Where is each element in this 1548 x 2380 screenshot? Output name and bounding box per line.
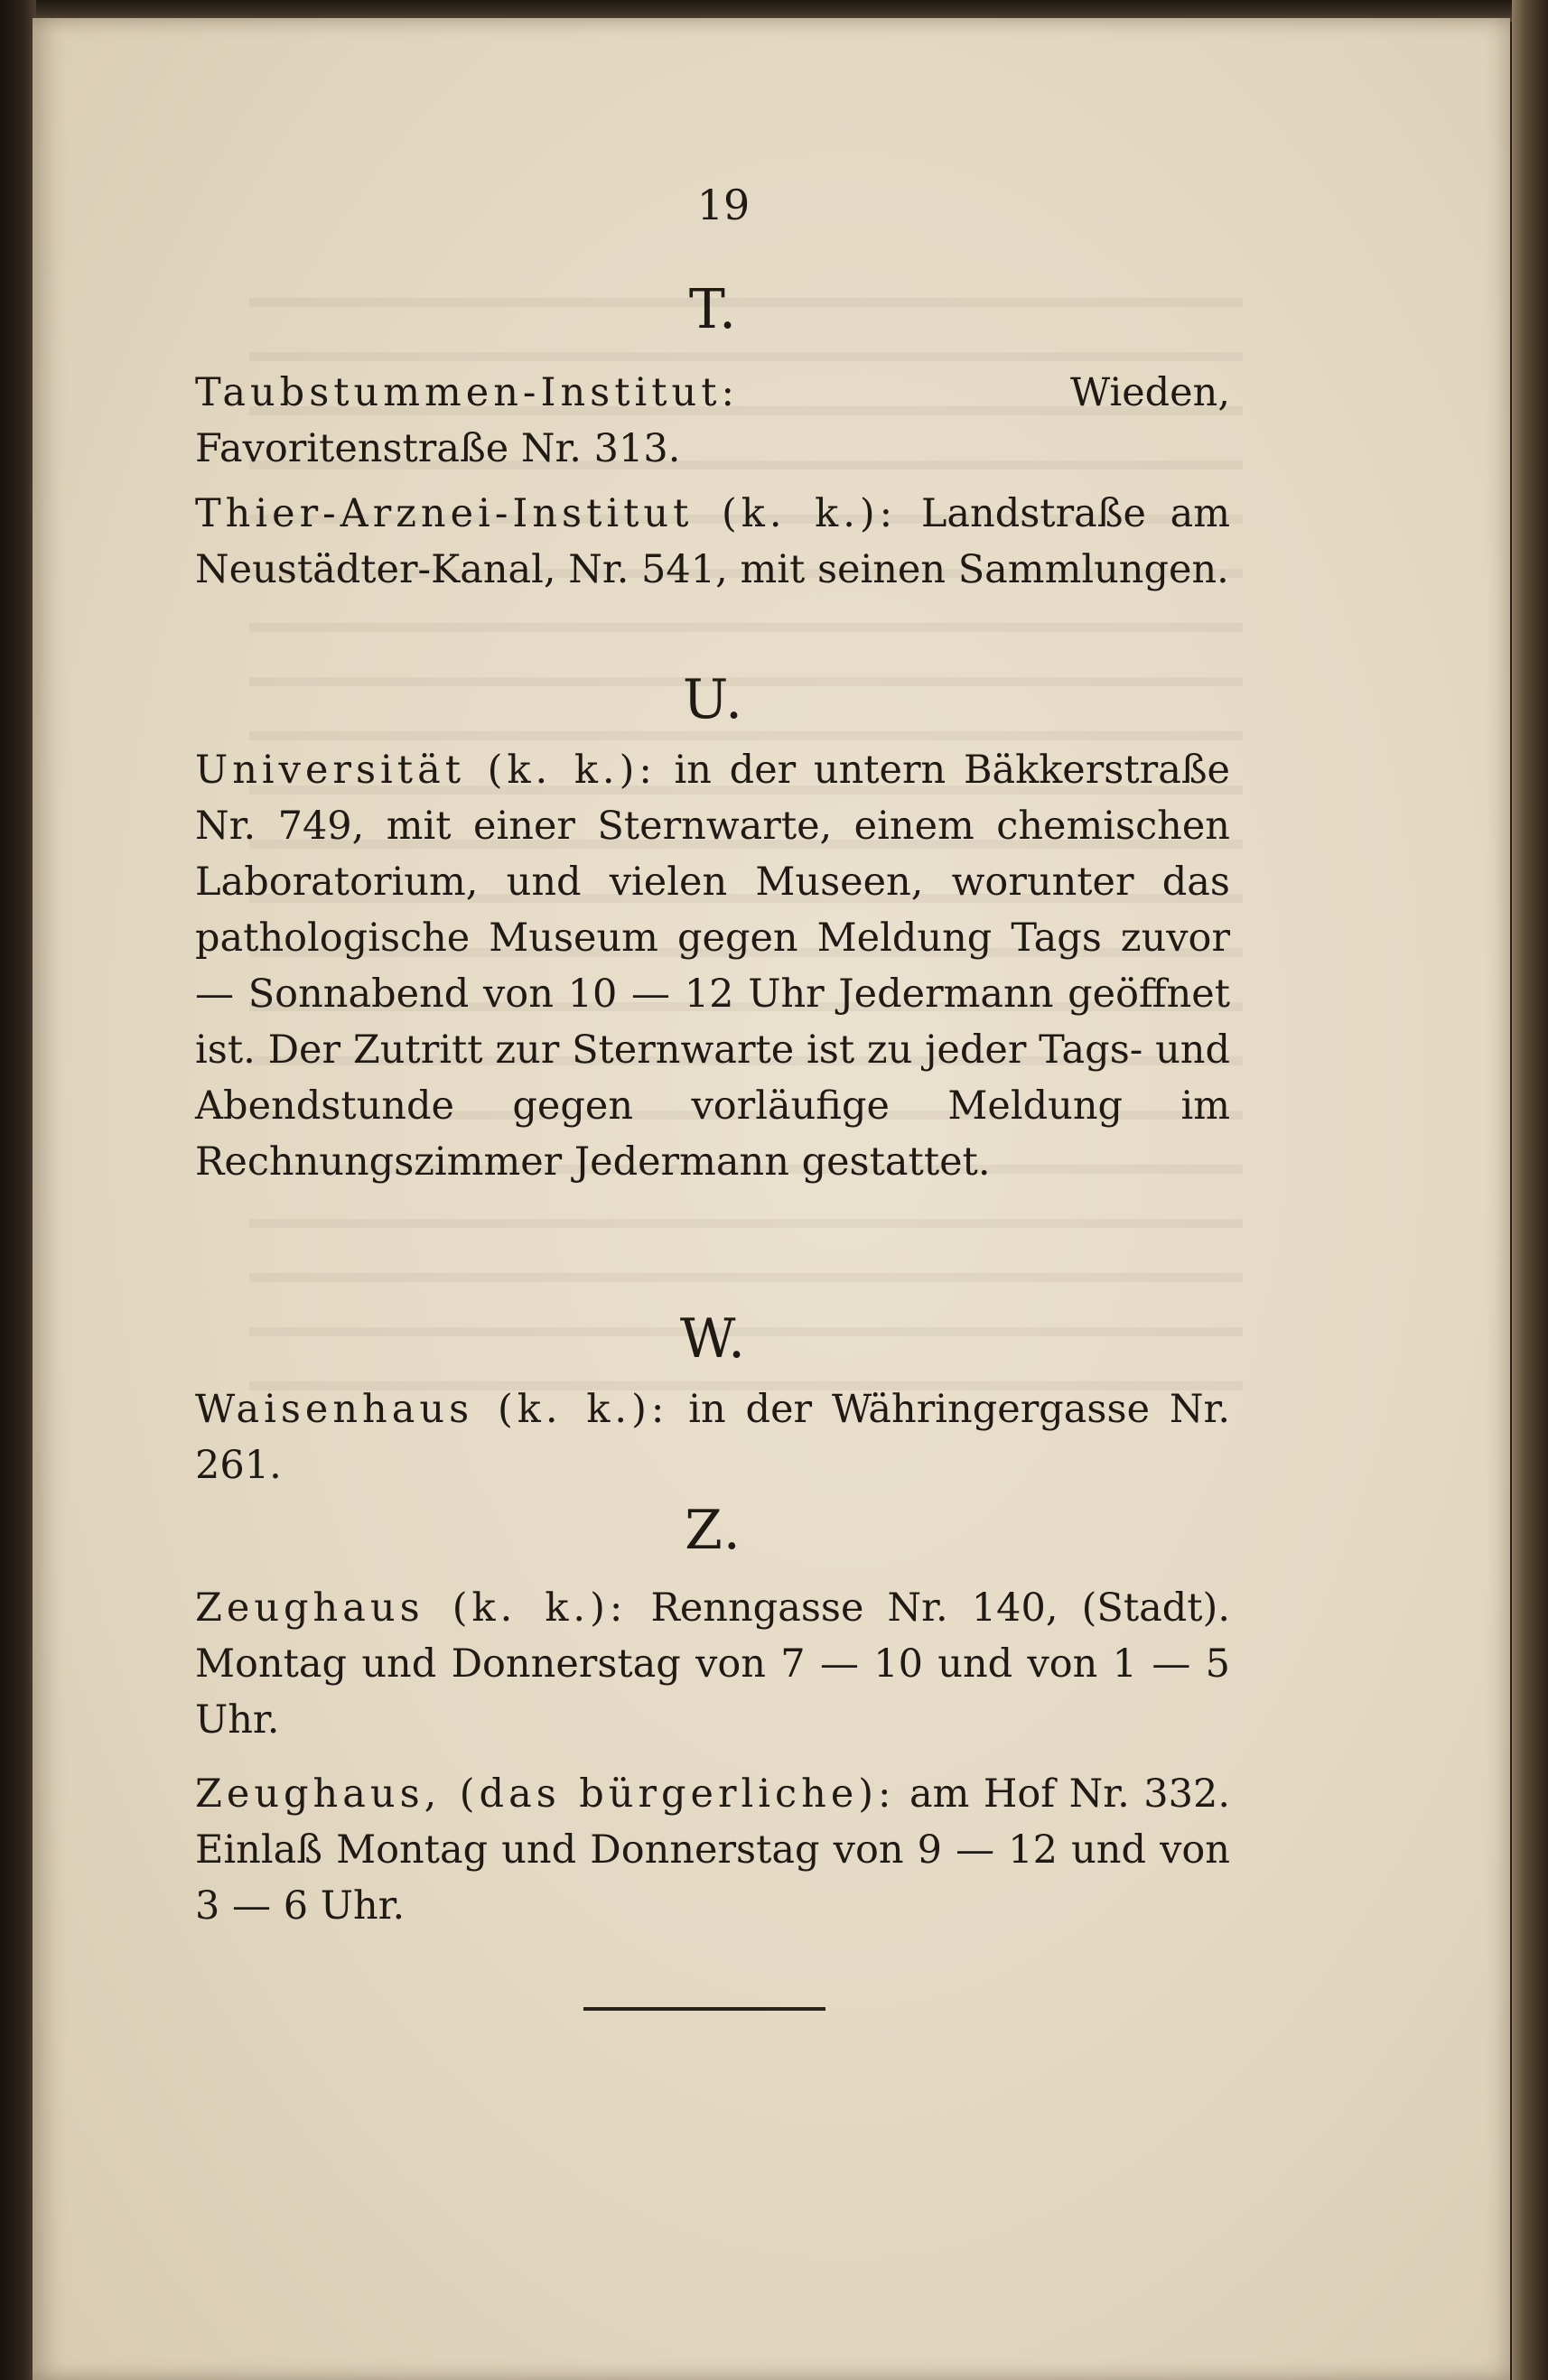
book-page [33, 18, 1510, 2380]
entry-waisenhaus [195, 1381, 1230, 1493]
entry-text: in der Währingergasse Nr. 261. [195, 1387, 1231, 1488]
entry-heading: Thier-Arznei-Institut (k. k.): [195, 491, 898, 536]
section-letter-w: W. [679, 1307, 748, 1371]
entry-thier-arznei-institut [195, 486, 1230, 654]
entry-text: in der untern Bäkkerstraße Nr. 749, mit einer Sternwarte, einem chemischen Laboratorium, und vielen Museen, worunter das pathologische Museum gegen Meldung Tags zuvor — Sonnabend von 10 — 12 Uhr Jedermann geöffnet ist. Der Zutritt zur Sternwarte ist zu jeder Tags- und Abendstunde gegen vorläufige Meldung im Rechnungszimmer Jedermann gestattet. [195, 748, 1230, 1185]
entry-heading: Zeughaus, (das bürgerliche): [195, 1771, 896, 1817]
entry-text: Renngasse Nr. 140, (Stadt). Montag und Donnerstag von 7 — 10 und von 1 — 5 Uhr. [195, 1585, 1230, 1743]
end-divider-rule [583, 2007, 825, 2011]
entry-universitaet [195, 742, 1230, 1302]
entry-zeughaus-buergerlich [195, 1766, 1230, 1934]
entry-heading: Zeughaus (k. k.): [195, 1585, 628, 1631]
entry-text: Wieden, Favoritenstraße Nr. 313. [195, 370, 1230, 471]
book-page-edge [1512, 0, 1548, 2380]
section-letter-z: Z. [685, 1499, 742, 1562]
entry-heading: Waisenhaus (k. k.): [195, 1387, 669, 1432]
entry-text: am Hof Nr. 332. Einlaß Montag und Donnerstag von 9 — 12 und von 3 — 6 Uhr. [195, 1771, 1230, 1929]
book-spine-edge [0, 0, 36, 2380]
entry-heading: Universität (k. k.): [195, 748, 657, 793]
section-letter-u: U. [682, 668, 745, 731]
entry-taubstummen-institut [195, 365, 1230, 477]
entry-text: Landstraße am Neustädter-Kanal, Nr. 541, mit seinen Sammlungen. [195, 491, 1231, 592]
page-number: 19 [696, 181, 751, 229]
section-letter-t: T. [688, 278, 739, 341]
entry-zeughaus-kk [195, 1580, 1230, 1748]
entry-heading: Taubstummen-Institut: [195, 370, 739, 415]
